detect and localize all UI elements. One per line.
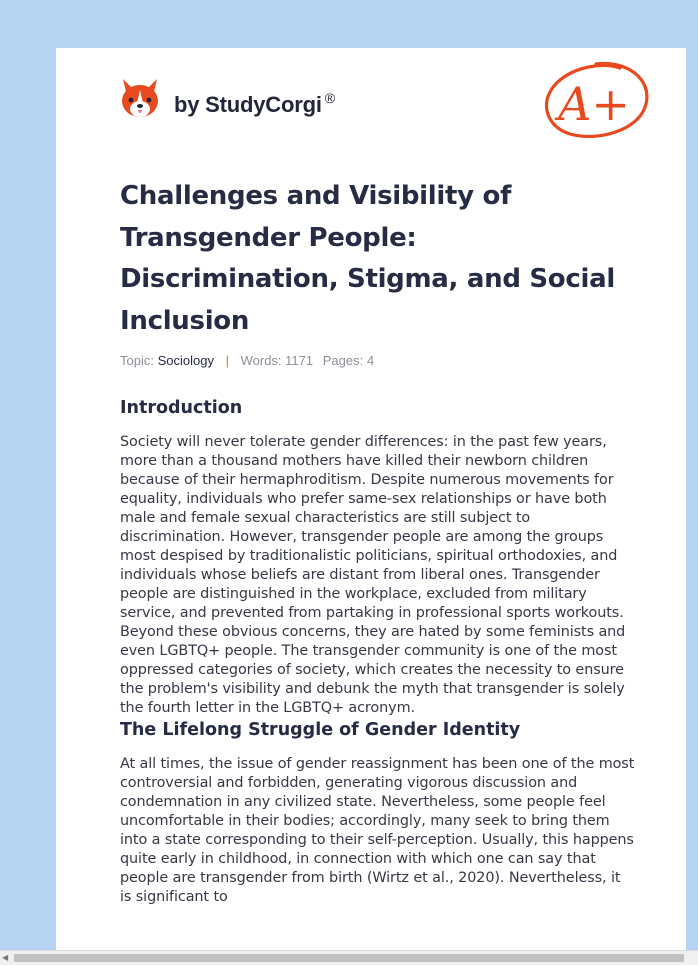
word-count: Words: 1171	[240, 353, 314, 368]
scroll-left-icon[interactable]: ◀	[2, 953, 9, 962]
meta-separator: |	[225, 353, 229, 368]
section-heading: Introduction	[120, 398, 243, 418]
grade-text: A+	[558, 77, 630, 131]
grade-badge-icon	[536, 58, 656, 148]
section-paragraph: At all times, the issue of gender reassignment has been one of the most controversial and forbidden, generating vigorous discussion and condemnation in any civilized state. Nevertheless, some people feel uncomfortable in their bodies; accordingly, many seek to bring them into a state corresponding to their self-perception. Usually, this happens quite early in childhood, in connection with which one can say that people are transgender from birth (Wirtz et al., 2020). Nevertheless, it is significant to	[120, 756, 635, 905]
scrollbar-thumb[interactable]	[14, 954, 684, 962]
document-body	[120, 396, 636, 907]
corgi-logo-icon	[120, 76, 160, 120]
page-title: Challenges and Visibility of Transgender People: Discrimination, Stigma, and Social Inclusion	[120, 181, 615, 336]
trademark-symbol: ®	[324, 90, 335, 106]
document-meta	[120, 353, 374, 368]
section-heading: The Lifelong Struggle of Gender Identity	[120, 720, 521, 740]
topic-link[interactable]: Sociology	[157, 353, 214, 368]
document-page	[56, 48, 686, 950]
brand-name: by StudyCorgi ®	[174, 90, 335, 117]
page-count: Pages: 4	[322, 353, 375, 368]
brand-logo[interactable]	[120, 76, 335, 120]
topic-label: Topic:	[120, 353, 154, 368]
section-paragraph: Society will never tolerate gender differences: in the past few years, more than a thousand mothers have killed their newborn children because of their hermaphroditism. Despite numerous movements for equality, individuals who prefer same-sex relationships or have both male and female sexual characteristics are still subject to discrimination. However, transgender people are among the groups most despised by traditionalistic politicians, spiritual orthodoxies, and individuals whose beliefs are distant from liberal ones. Transgender people are distinguished in the workplace, excluded from military service, and prevented from partaking in professional sports workouts. Beyond these obvious concerns, they are hated by some feminists and even LGBTQ+ people. The transgender community is one of the most oppressed categories of society, which creates the necessity to ensure the problem's visibility and debunk the myth that transgender is solely the fourth letter in the LGBTQ+ acronym.	[120, 434, 626, 716]
horizontal-scrollbar[interactable]	[0, 950, 698, 965]
